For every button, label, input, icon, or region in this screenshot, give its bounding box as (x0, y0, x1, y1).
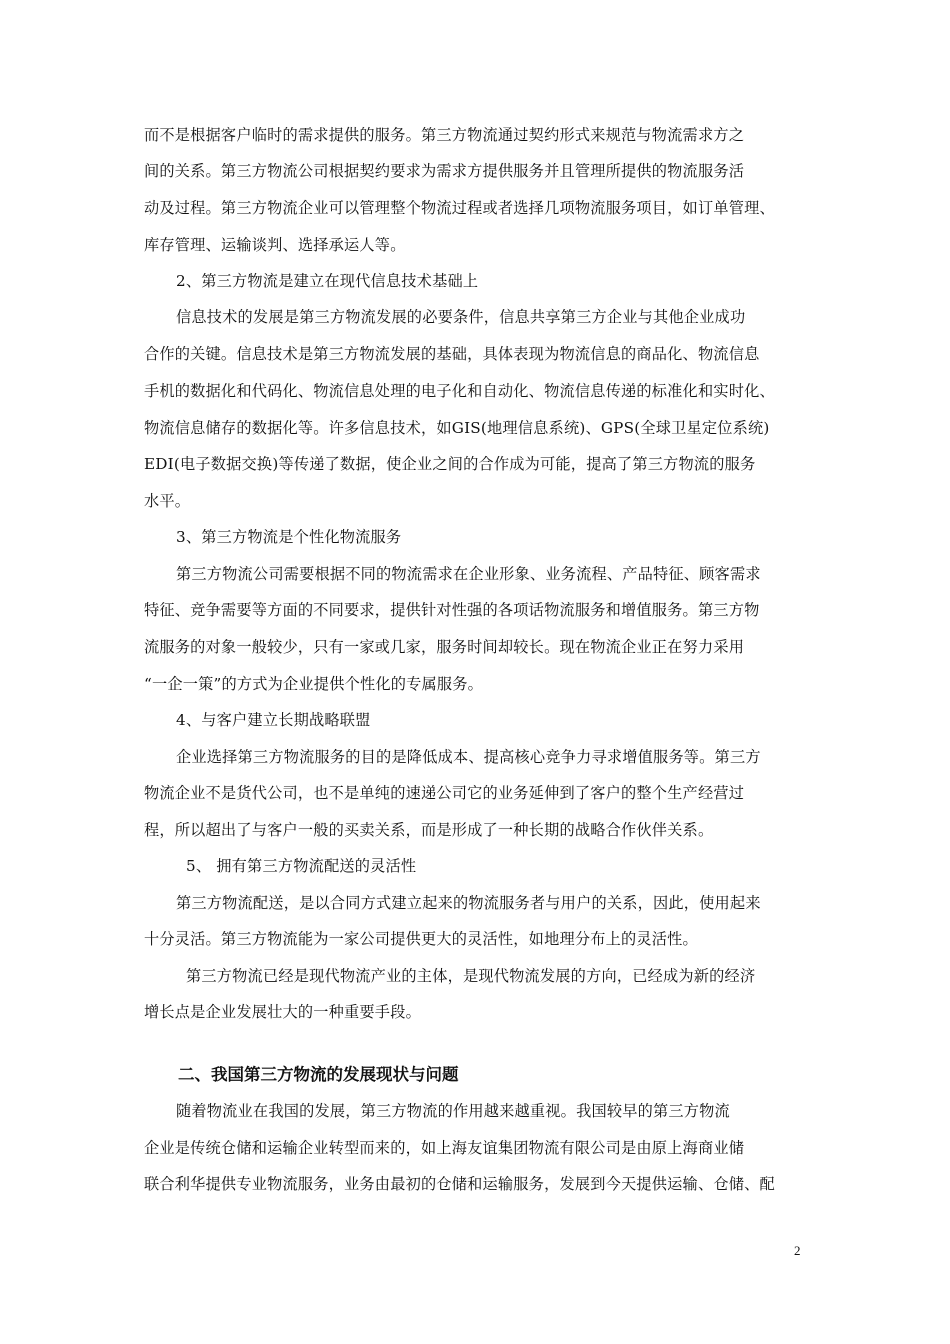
paragraph-line: 程，所以超出了与客户一般的买卖关系，而是形成了一种长期的战略合作伙伴关系。 (144, 821, 714, 839)
section-subheading: 3、第三方物流是个性化物流服务 (176, 528, 402, 546)
paragraph-line: 第三方物流已经是现代物流产业的主体，是现代物流发展的方向，已经成为新的经济 (186, 967, 756, 985)
paragraph-line: 特征、竞争需要等方面的不同要求，提供针对性强的各项话物流服务和增值服务。第三方物 (144, 601, 760, 619)
paragraph-line: 联合利华提供专业物流服务，业务由最初的仓储和运输服务，发展到今天提供运输、仓储、配 (144, 1175, 775, 1193)
paragraph-line: 间的关系。第三方物流公司根据契约要求为需求方提供服务并且管理所提供的物流服务活 (144, 162, 745, 180)
paragraph-line: 物流企业不是货代公司，也不是单纯的速递公司它的业务延伸到了客户的整个生产经营过 (144, 784, 745, 802)
paragraph-line: 物流信息储存的数据化等。许多信息技术，如GIS(地理信息系统)、GPS(全球卫星定位系统) (144, 419, 770, 437)
paragraph-line: 水平。 (144, 492, 191, 510)
paragraph-line: 合作的关键。信息技术是第三方物流发展的基础，具体表现为物流信息的商品化、物流信息 (144, 345, 760, 363)
paragraph-line: 动及过程。第三方物流企业可以管理整个物流过程或者选择几项物流服务项目，如订单管理、 (144, 199, 775, 217)
paragraph-line: 第三方物流公司需要根据不同的物流需求在企业形象、业务流程、产品特征、顾客需求 (176, 565, 761, 583)
paragraph-line: 增长点是企业发展壮大的一种重要手段。 (144, 1003, 421, 1021)
paragraph-line: 信息技术的发展是第三方物流发展的必要条件，信息共享第三方企业与其他企业成功 (176, 308, 746, 326)
paragraph-line: 随着物流业在我国的发展，第三方物流的作用越来越重视。我国较早的第三方物流 (176, 1102, 730, 1120)
paragraph-line: EDI(电子数据交换)等传递了数据，使企业之间的合作成为可能，提高了第三方物流的服务 (144, 455, 756, 473)
paragraph-line: “一企一策”的方式为企业提供个性化的专属服务。 (144, 675, 484, 693)
paragraph-line: 手机的数据化和代码化、物流信息处理的电子化和自动化、物流信息传递的标准化和实时化、 (144, 382, 775, 400)
paragraph-line: 企业选择第三方物流服务的目的是降低成本、提高核心竞争力寻求增值服务等。第三方 (176, 748, 761, 766)
paragraph-line: 十分灵活。第三方物流能为一家公司提供更大的灵活性，如地理分布上的灵活性。 (144, 930, 698, 948)
section-subheading: 2、第三方物流是建立在现代信息技术基础上 (176, 272, 479, 290)
paragraph-line: 流服务的对象一般较少，只有一家或几家，服务时间却较长。现在物流企业正在努力采用 (144, 638, 745, 656)
paragraph-line: 企业是传统仓储和运输企业转型而来的，如上海友谊集团物流有限公司是由原上海商业储 (144, 1139, 745, 1157)
section-heading: 二、我国第三方物流的发展现状与问题 (178, 1065, 459, 1084)
section-subheading: 5、 拥有第三方物流配送的灵活性 (186, 857, 417, 875)
paragraph-line: 而不是根据客户临时的需求提供的服务。第三方物流通过契约形式来规范与物流需求方之 (144, 126, 745, 144)
paragraph-line: 库存管理、运输谈判、选择承运人等。 (144, 236, 406, 254)
page-number: 2 (794, 1243, 801, 1258)
section-subheading: 4、与客户建立长期战略联盟 (176, 711, 371, 729)
paragraph-line: 第三方物流配送，是以合同方式建立起来的物流服务者与用户的关系，因此，使用起来 (176, 894, 761, 912)
